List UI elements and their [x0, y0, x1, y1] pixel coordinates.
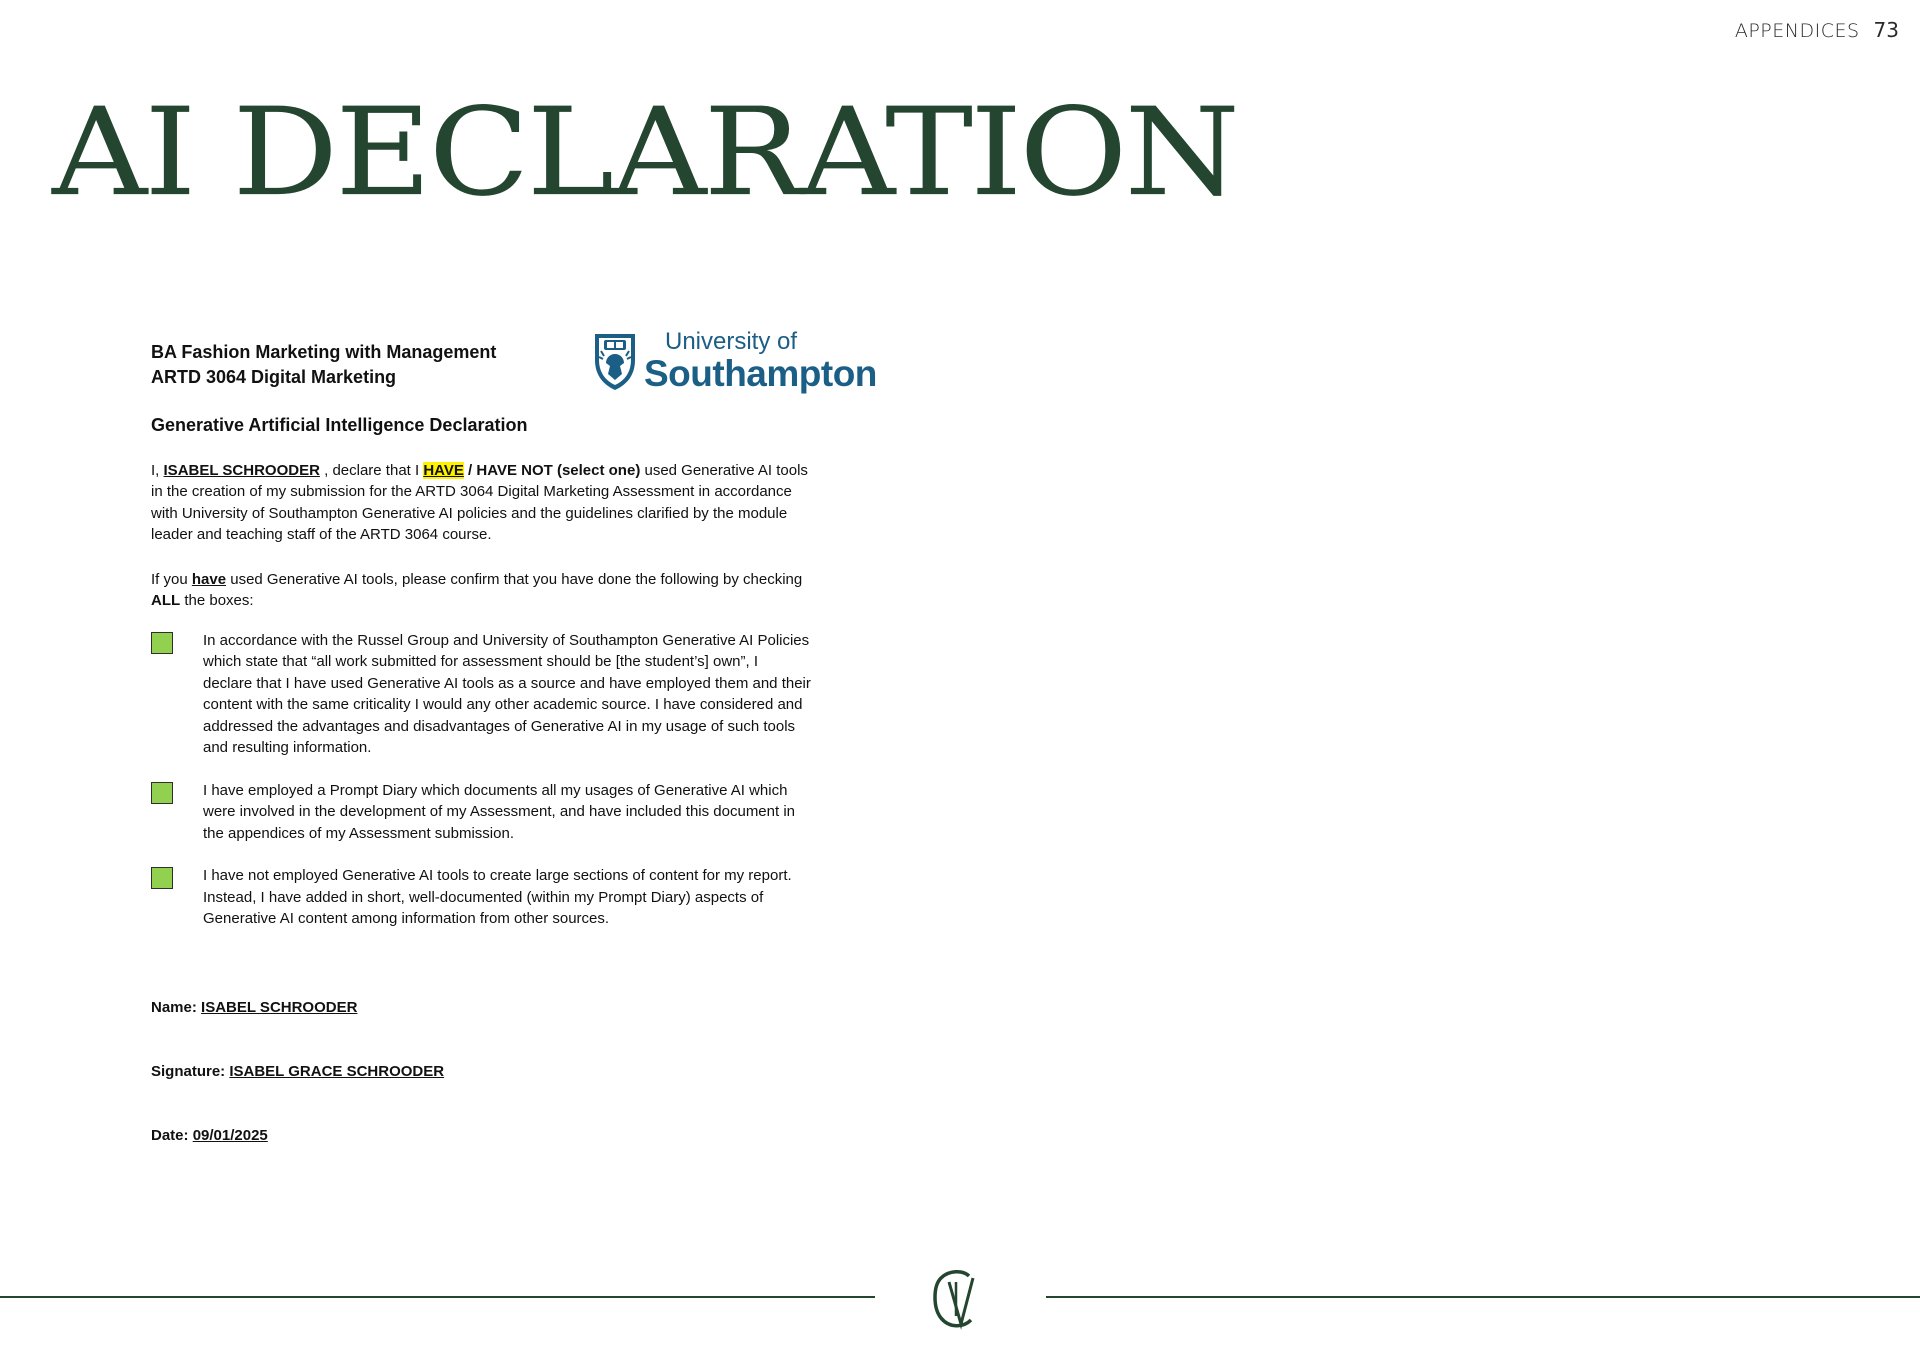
instruction-suffix: the boxes: — [180, 592, 254, 609]
module-name: ARTD 3064 Digital Marketing — [151, 367, 397, 387]
signature-value: ISABEL GRACE SCHROODER — [229, 1063, 445, 1080]
declaration-paragraph — [151, 460, 811, 546]
name-label: Name: — [151, 999, 202, 1016]
programme-name: BA Fashion Marketing with Management — [151, 342, 497, 362]
signature-label: Signature: — [151, 1063, 230, 1080]
footer-rule-right — [1046, 1296, 1920, 1298]
declaration-document — [151, 340, 811, 930]
name-value: ISABEL SCHROODER — [201, 999, 358, 1016]
page-title: AI DECLARATION — [52, 81, 1237, 224]
checkbox-item-1 — [151, 630, 811, 759]
name-field — [151, 999, 357, 1016]
instruction-mid: used Generative AI tools, please confirm that you have done the following by checking — [226, 570, 803, 588]
instruction-all: ALL — [151, 592, 181, 609]
page-number: 73 — [1873, 18, 1899, 42]
declarant-name: ISABEL SCHROODER — [163, 461, 320, 479]
signature-field — [151, 1063, 444, 1080]
declaration-rest: used Generative AI tools in the creation of my submission for the ARTD 3064 Digital Marketing Assessment in accordance with University of Southampton Generative AI policies and the guidelines clarified by the module leader and teaching staff of the ARTD 3064 course. — [151, 461, 808, 543]
page-header — [1735, 18, 1899, 42]
date-value: 09/01/2025 — [192, 1127, 268, 1144]
have-not-option: / HAVE NOT (select one) — [463, 461, 641, 479]
checkbox-2-text: I have employed a Prompt Diary which documents all my usages of Generative AI which were involved in the development of my Assessment, and have included this document in the appendices of my Assessment submission. — [203, 781, 796, 842]
instruction-paragraph — [151, 569, 811, 612]
declaration-mid: , declare that I — [319, 461, 424, 479]
section-label: APPENDICES — [1734, 20, 1860, 42]
instruction-prefix: If you — [151, 570, 192, 588]
checkbox-3-text: I have not employed Generative AI tools to create large sections of content for my report. Instead, I have added in short, well-documented (within my Prompt Diary) aspects of Generative AI content among information from other sources. — [203, 867, 792, 927]
logo-line-2: Southampton — [644, 353, 877, 394]
checkbox-1[interactable] — [151, 632, 173, 654]
checkbox-1-text: In accordance with the Russel Group and University of Southampton Generative AI Policies which state that “all work submitted for assessment should be [the student’s] own”, I declare that I have used Generative AI tools as a source and have employed them and their content with the same criticality I would any other academic source. I have considered and addressed the advantages and disadvantages of Generative AI in my usage of such tools and resulting information. — [203, 631, 811, 756]
instruction-have: have — [191, 570, 227, 588]
footer-rule-left — [0, 1296, 875, 1298]
declaration-prefix: I, — [151, 461, 164, 479]
checkbox-3[interactable] — [151, 867, 173, 889]
checkbox-list — [151, 630, 811, 930]
checkbox-item-3 — [151, 865, 811, 930]
document-heading: Generative Artificial Intelligence Declaration — [151, 415, 528, 435]
date-label: Date: — [151, 1127, 193, 1144]
monogram-icon — [925, 1264, 997, 1336]
checkbox-item-2 — [151, 780, 811, 845]
have-selection: HAVE — [423, 461, 464, 479]
checkbox-2[interactable] — [151, 782, 173, 804]
date-field — [151, 1127, 268, 1144]
course-info — [151, 340, 811, 390]
logo-line-1: University of — [665, 328, 798, 355]
